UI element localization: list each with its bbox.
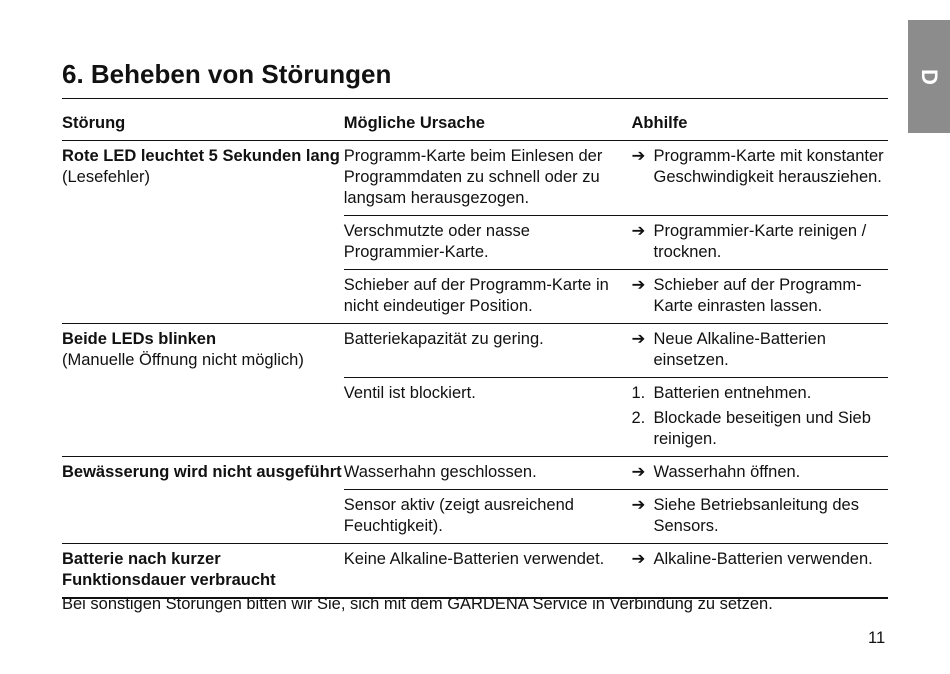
page-number: 11: [868, 629, 886, 647]
fault-title: Rote LED leuchtet 5 Sekunden lang: [62, 147, 340, 165]
remedy-cell: [632, 490, 889, 544]
cause-cell: Schieber auf der Programm-Karte in nicht eindeutiger Position.: [344, 270, 632, 324]
table-row: [62, 544, 888, 599]
remedy-text: Schieber auf der Programm-Karte einrasten lassen.: [653, 276, 862, 315]
arrow-right-icon: ➔: [631, 147, 646, 165]
step-number: 1.: [631, 384, 646, 402]
cause-cell: Wasserhahn geschlossen.: [344, 457, 632, 490]
remedy-item: [632, 221, 889, 263]
remedy-cell: [632, 378, 889, 457]
remedy-text: Neue Alkaline-Batterien einsetzen.: [653, 330, 826, 369]
cause-cell: Batteriekapazität zu gering.: [344, 324, 632, 378]
fault-detail: (Manuelle Öffnung nicht möglich): [62, 351, 304, 369]
cause-cell: Ventil ist blockiert.: [344, 378, 632, 457]
remedy-text: Blockade beseitigen und Sieb reinigen.: [653, 409, 871, 448]
remedy-text: Programm-Karte mit konstanter Geschwindigkeit herausziehen.: [653, 147, 884, 186]
fault-cell: [62, 141, 344, 324]
cause-cell: Sensor aktiv (zeigt ausreichend Feuchtigkeit).: [344, 490, 632, 544]
fault-title: Beide LEDs blinken: [62, 330, 217, 348]
arrow-right-icon: ➔: [631, 276, 646, 294]
arrow-right-icon: ➔: [631, 463, 646, 481]
remedy-item: [632, 408, 889, 450]
table-row: [62, 141, 888, 216]
arrow-right-icon: ➔: [631, 496, 646, 514]
cause-cell: Programm-Karte beim Einlesen der Programmdaten zu schnell oder zu langsam herausgezogen.: [343, 147, 603, 207]
page-title: 6. Beheben von Störungen: [62, 59, 392, 89]
remedy-item: [632, 146, 889, 188]
remedy-item: [632, 549, 889, 570]
fault-cell: [62, 457, 344, 544]
remedy-text: Siehe Betriebsanleitung des Sensors.: [653, 496, 859, 535]
table-body: [62, 141, 888, 599]
footer-note: Bei sonstigen Störungen bitten wir Sie, sich mit dem GARDENA Service in Verbindung zu setzen.: [62, 595, 773, 613]
remedy-item: [632, 495, 889, 537]
header-fault: Störung: [62, 99, 344, 141]
remedy-item: [632, 383, 889, 404]
language-tab: [908, 20, 950, 133]
cause-cell: Keine Alkaline-Batterien verwendet.: [344, 544, 632, 599]
arrow-right-icon: ➔: [631, 330, 646, 348]
remedy-cell: [632, 544, 889, 599]
header-cause: Mögliche Ursache: [344, 99, 632, 141]
header-remedy: Abhilfe: [632, 99, 889, 141]
language-tab-label: D: [916, 68, 942, 85]
step-number: 2.: [631, 409, 646, 427]
table-header-row: [62, 99, 888, 141]
remedy-item: [632, 462, 889, 483]
remedy-text: Alkaline-Batterien verwenden.: [653, 550, 873, 568]
remedy-cell: [632, 216, 889, 270]
fault-cell: [62, 544, 344, 599]
arrow-right-icon: ➔: [631, 222, 646, 240]
remedy-item: [632, 329, 889, 371]
remedy-cell: [632, 324, 889, 378]
remedy-text: Wasserhahn öffnen.: [653, 463, 801, 481]
cause-cell: Verschmutzte oder nasse Programmier-Karte.: [344, 216, 632, 270]
remedy-text: Batterien entnehmen.: [653, 384, 812, 402]
arrow-right-icon: ➔: [631, 550, 646, 568]
remedy-cell: [632, 270, 889, 324]
fault-detail: (Lesefehler): [62, 147, 345, 186]
table-row: [62, 324, 888, 378]
remedy-text: Programmier-Karte reinigen / trocknen.: [653, 222, 867, 261]
remedy-cell: [632, 457, 889, 490]
table-row: [62, 457, 888, 490]
troubleshooting-table: [62, 98, 888, 599]
remedy-item: [632, 275, 889, 317]
fault-title: Batterie nach kurzer Funktionsdauer verbraucht: [62, 550, 276, 589]
fault-title: Bewässerung wird nicht ausgeführt: [62, 463, 342, 481]
remedy-cell: [632, 141, 889, 216]
fault-cell: [62, 324, 344, 457]
